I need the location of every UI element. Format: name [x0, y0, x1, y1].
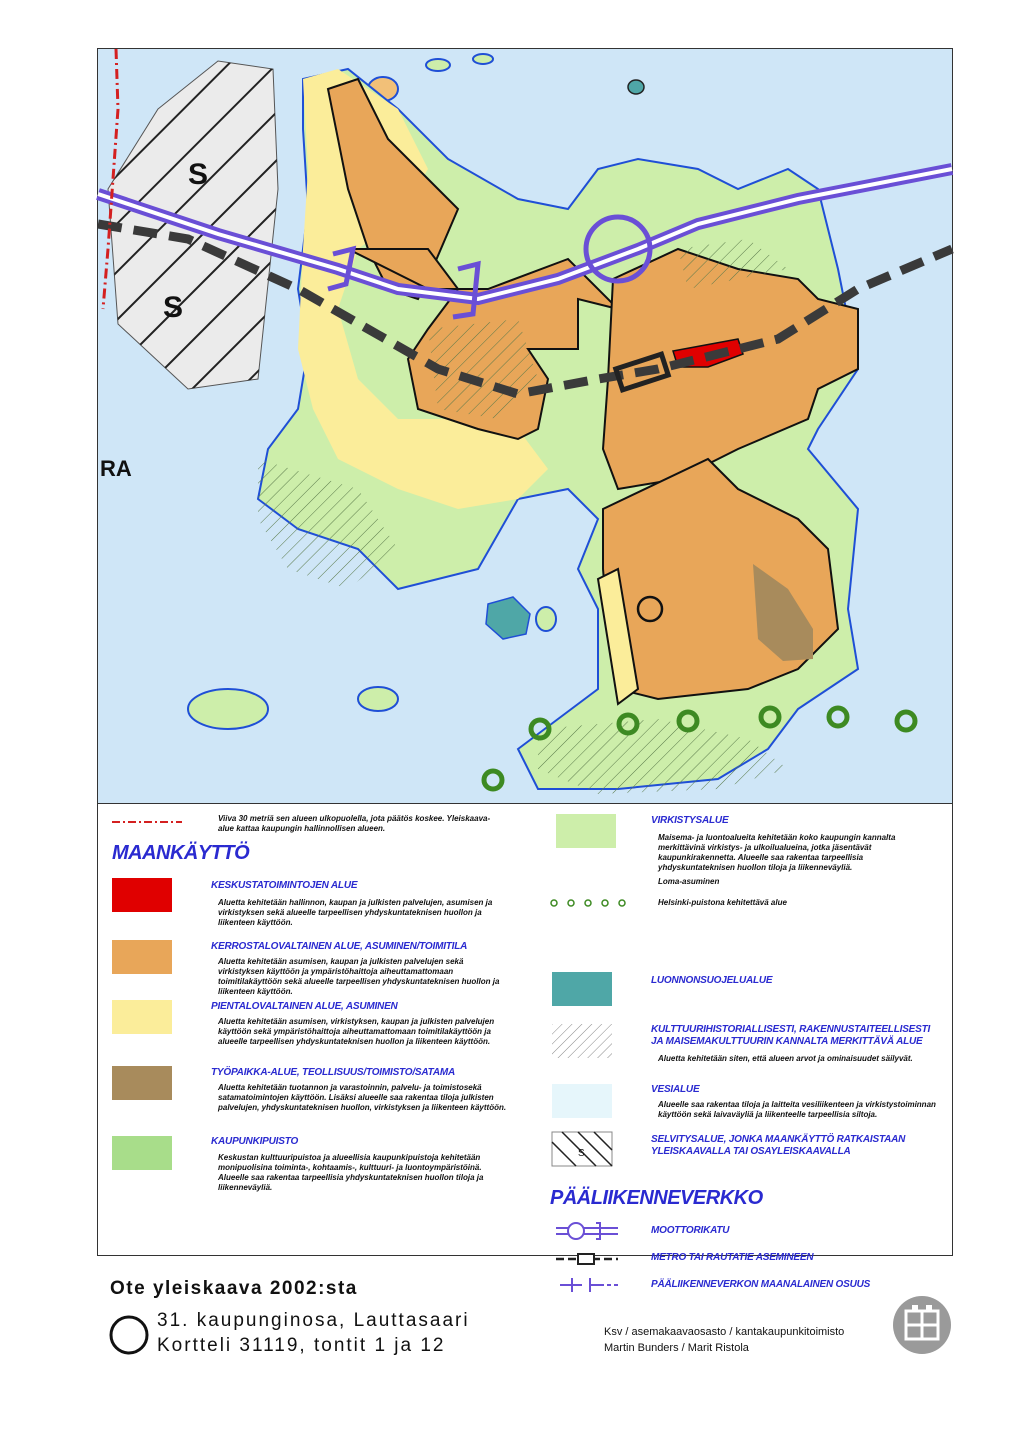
maankaytto-heading: MAANKÄYTTÖ	[112, 842, 250, 864]
site-symbol	[108, 1314, 150, 1356]
footer-credit-office: Ksv / asemakaavaosasto / kantakaupunkitoimisto	[604, 1326, 845, 1338]
island	[358, 687, 398, 711]
metro-symbol	[556, 1251, 618, 1267]
footer-block: Kortteli 31119, tontit 1 ja 12	[157, 1335, 446, 1356]
svg-text:S: S	[578, 1148, 585, 1159]
industrial-swatch	[112, 1066, 172, 1100]
island	[188, 689, 268, 729]
legend-desc-apartment: Aluetta kehitetään asumisen, kaupan ja julkisten palvelujen sekä virkistyksen käyttöön ja ympäristöhaittoja aiheuttamattomaan toimitilakäyttöön sekä alueelle tarpeellisen yhdyskuntateknisen huollon ja liikenteen käyttöön.	[218, 957, 500, 996]
survey-swatch	[552, 1132, 612, 1166]
traffic-heading: PÄÄLIIKENNEVERKKO	[550, 1187, 763, 1209]
map-canvas[interactable]	[98, 49, 952, 803]
motorway-symbol	[556, 1220, 618, 1242]
legend-desc-cultural: Aluetta kehitetään siten, että alueen arvot ja ominaisuudet säilyvät.	[658, 1054, 913, 1063]
city-park-swatch	[112, 1136, 172, 1170]
footer-credit-authors: Martin Bunders / Marit Ristola	[604, 1342, 749, 1354]
legend-helsinki-park: Helsinki-puistona kehitettävä alue	[658, 898, 787, 907]
legend-motorway: MOOTTORIKATU	[651, 1225, 730, 1236]
legend-title-water: VESIALUE	[651, 1084, 700, 1095]
helsinki-park-symbol	[550, 898, 630, 908]
water-swatch	[552, 1084, 612, 1118]
island	[536, 607, 556, 631]
legend-desc-recreation: Maisema- ja luontoalueita kehitetään koko kaupungin kannalta merkittävinä virkistys- ja ulkoilualueina, jotka jäsentävät kaupunkirakennetta. Alueelle saa rakentaa tarpeellisia yhdyskuntateknisen huollon tiloja ja liikenneväyliä.	[658, 833, 896, 872]
footer-title: Ote yleiskaava 2002:sta	[110, 1278, 358, 1299]
legend-metro: METRO TAI RAUTATIE ASEMINEEN	[651, 1252, 814, 1263]
nature-reserve	[628, 80, 644, 94]
cultural-swatch	[552, 1024, 612, 1058]
legend-title-industrial: TYÖPAIKKA-ALUE, TEOLLISUUS/TOIMISTO/SATAMA	[211, 1067, 456, 1078]
legend-desc-industrial: Aluetta kehitetään tuotannon ja varastoinnin, palvelu- ja toimistosekä satamatoimintojen käyttöön. Lisäksi alueelle saa rakentaa tiloja julkisten palvelujen, yhdyskuntateknisen huollon, virkistyksen ja liikenteen käyttöön.	[218, 1083, 507, 1112]
footer-district: 31. kaupunginosa, Lauttasaari	[157, 1310, 470, 1331]
map-label-s2: S	[163, 291, 184, 324]
island	[426, 59, 450, 71]
legend-desc-low-rise: Aluetta kehitetään asumisen, virkistyksen, kaupan ja julkisten palvelujen käyttöön sekä ympäristöhaittoja aiheuttamattomaan toimitilakäyttöön ja alueelle tarpeellisen yhdyskuntateknisen huollon ja liikenteen käyttöön.	[218, 1017, 495, 1046]
city-logo	[892, 1295, 952, 1355]
legend-desc-water: Alueelle saa rakentaa tiloja ja laitteita vesiliikenteen ja virkistystoiminnan käyttöön sekä laivaväyliä ja liikenteelle tarpeellisia siltoja.	[658, 1100, 936, 1119]
legend-title-low-rise: PIENTALOVALTAINEN ALUE, ASUMINEN	[211, 1001, 398, 1012]
legend-title-apartment: KERROSTALOVALTAINEN ALUE, ASUMINEN/TOIMITILA	[211, 941, 468, 952]
legend-title-city-center: KESKUSTATOIMINTOJEN ALUE	[211, 880, 358, 891]
nature-reserve-swatch	[552, 972, 612, 1006]
recreation-swatch	[556, 814, 616, 848]
legend-title-city-park: KAUPUNKIPUISTO	[211, 1136, 299, 1147]
legend-desc-city-center: Aluetta kehitetään hallinnon, kaupan ja julkisten palvelujen, asumisen ja virkistyksen sekä alueelle tarpeellisen yhdyskuntateknisen huollon ja liikenteen käyttöön.	[218, 898, 493, 927]
island	[473, 54, 493, 64]
map-label-s1: S	[188, 158, 209, 191]
legend-title-nature-reserve: LUONNONSUOJELUALUE	[651, 975, 773, 986]
boundary-line-symbol	[112, 818, 182, 826]
city-center-swatch	[112, 878, 172, 912]
legend-title-survey: SELVITYSALUE, JONKA MAANKÄYTTÖ RATKAISTAAN YLEISKAAVALLA TAI OSAYLEISKAAVALLA	[651, 1134, 906, 1157]
legend-title-cultural: KULTTUURIHISTORIALLISESTI, RAKENNUSTAITEELLISESTI JA MAISEMAKULTTUURIN KANNALTA MERKITTÄVÄ ALUE	[651, 1024, 931, 1047]
legend-sub-holiday: Loma-asuminen	[658, 877, 720, 886]
apartment-swatch	[112, 940, 172, 974]
legend-desc-city-park: Keskustan kulttuuripuistoa ja alueellisia kaupunkipuistoja kehitetään monipuolisina toiminta-, kohtaamis-, kulttuuri- ja luontoympäristöinä. Alueelle saa rakentaa tarpeellisia yhdyskuntateknisen huollon tiloja ja liikenneväyliä.	[218, 1153, 484, 1192]
underground-symbol	[560, 1276, 620, 1294]
legend-title-recreation: VIRKISTYSALUE	[651, 815, 729, 826]
boundary-line-text: Viiva 30 metriä sen alueen ulkopuolella, jota päätös koskee. Yleiskaava-alue kattaa kaupungin hallinnollisen alueen.	[218, 814, 491, 833]
map-label-ra: RA	[100, 456, 132, 481]
low-rise-swatch	[112, 1000, 172, 1034]
legend-underground: PÄÄLIIKENNEVERKON MAANALAINEN OSUUS	[651, 1279, 871, 1290]
